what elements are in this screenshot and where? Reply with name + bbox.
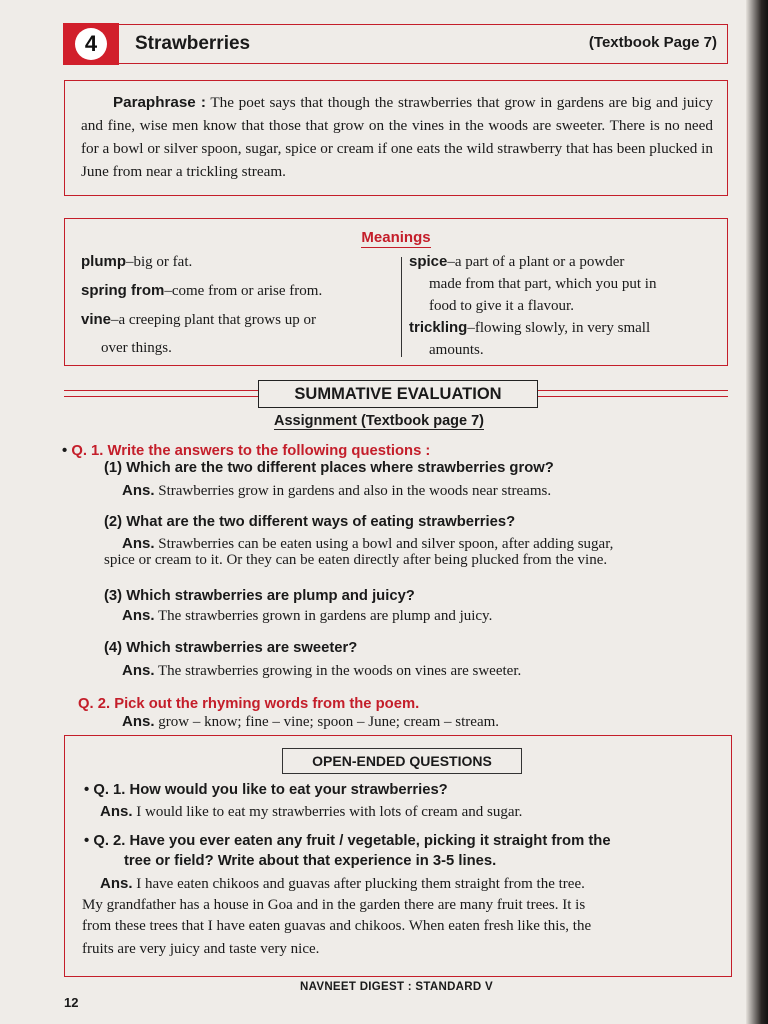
chapter-number-badge [63, 23, 119, 65]
publisher-footer: NAVNEET DIGEST : STANDARD V [300, 981, 493, 993]
answer-continuation: from these trees that I have eaten guavas and chikoos. When eaten fresh like this, the [82, 918, 592, 934]
meaning-item-continuation: food to give it a flavour. [429, 298, 574, 314]
meaning-item: vine–a creeping plant that grows up or [81, 311, 316, 328]
section-rule-left [64, 390, 258, 391]
meaning-item: spring from–come from or arise from. [81, 282, 323, 299]
subquestion: (1) Which are the two different places where strawberries grow? [104, 460, 554, 476]
open-question-1: • Q. 1. How would you like to eat your strawberries? [84, 782, 448, 798]
meaning-item: plump–big or fat. [81, 253, 193, 270]
textbook-reference: (Textbook Page 7) [588, 34, 717, 51]
section-rule-left [64, 396, 258, 397]
answer: Ans. The strawberries grown in gardens are plump and juicy. [122, 607, 493, 624]
answer: Ans. I have eaten chikoos and guavas after plucking them straight from the tree. [100, 875, 585, 892]
subquestion: (3) Which strawberries are plump and juicy? [104, 588, 415, 604]
paraphrase-label: Paraphrase : [113, 94, 206, 111]
question-1-heading: • Q. 1. Write the answers to the following questions : [62, 443, 431, 459]
answer: Ans. Strawberries can be eaten using a bowl and silver spoon, after adding sugar, [122, 535, 614, 552]
meaning-item-continuation: over things. [101, 340, 172, 356]
answer: Ans. grow – know; fine – vine; spoon – June; cream – stream. [122, 713, 500, 730]
meaning-item: trickling–flowing slowly, in very small [409, 319, 651, 336]
paraphrase-text: The poet says that though the strawberries that grow in gardens are big and juicy and fine, wise men know that those that grow on the vines in the woods are sweeter. There is no need for a bowl or silver spoon, sugar, spice or cream if one eats the wild strawberry that has been plucked in June from near a trickling stream. [81, 94, 713, 180]
open-ended-heading: OPEN-ENDED QUESTIONS [282, 748, 522, 774]
section-rule-right [538, 396, 728, 397]
meaning-item-continuation: made from that part, which you put in [429, 276, 657, 292]
paraphrase-box [64, 80, 728, 196]
question-2-heading: Q. 2. Pick out the rhyming words from the poem. [78, 696, 420, 712]
book-spine-shadow [746, 0, 768, 1024]
answer-continuation: spice or cream to it. Or they can be eaten directly after being plucked from the vine. [104, 552, 608, 568]
meanings-left-column [81, 251, 393, 356]
subquestion: (2) What are the two different ways of eating strawberries? [104, 514, 516, 530]
answer: Ans. The strawberries growing in the woods on vines are sweeter. [122, 662, 522, 679]
answer: Ans. I would like to eat my strawberries with lots of cream and sugar. [100, 803, 523, 820]
answer-continuation: My grandfather has a house in Goa and in the garden there are many fruit trees. It is [82, 897, 586, 913]
meanings-right-column [409, 251, 715, 361]
open-question-2: • Q. 2. Have you ever eaten any fruit / vegetable, picking it straight from the [84, 833, 611, 849]
chapter-number: 4 [75, 28, 107, 60]
chapter-header [64, 24, 728, 64]
section-rule-right [538, 390, 728, 391]
summative-evaluation-heading: SUMMATIVE EVALUATION [258, 380, 538, 408]
meaning-item: spice–a part of a plant or a powder [409, 253, 625, 270]
answer-continuation: fruits are very juicy and taste very nice. [82, 941, 320, 957]
meanings-title: Meanings [361, 229, 431, 246]
meanings-divider [401, 257, 402, 357]
open-question-2-continuation: tree or field? Write about that experience in 3-5 lines. [124, 853, 497, 869]
answer: Ans. Strawberries grow in gardens and also in the woods near streams. [122, 482, 552, 499]
meaning-item-continuation: amounts. [429, 342, 484, 358]
subquestion: (4) Which strawberries are sweeter? [104, 640, 358, 656]
chapter-title: Strawberries [135, 33, 251, 54]
page-number: 12 [64, 995, 79, 1010]
meanings-box [64, 218, 728, 366]
assignment-heading: Assignment (Textbook page 7) [274, 413, 485, 429]
